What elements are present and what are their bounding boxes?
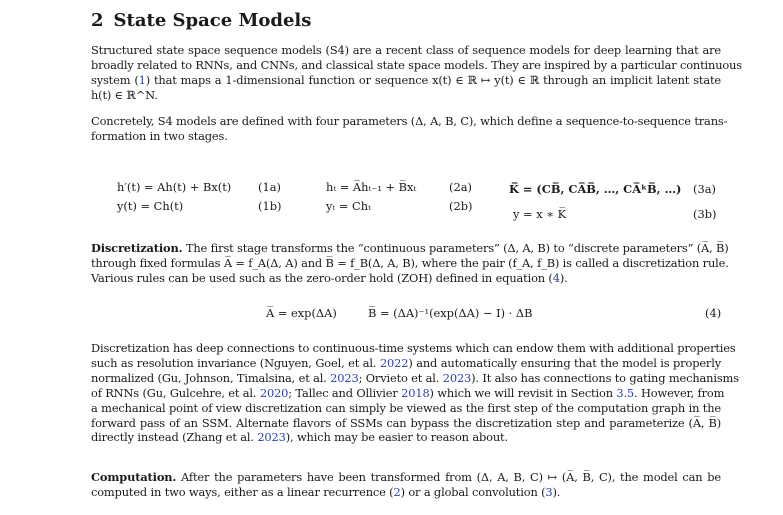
computation-line: computed in two ways, either as a linear recurrence (2) or a global convolution (3). (91, 484, 561, 499)
citation-link[interactable]: 2023 (330, 370, 359, 385)
citation-link[interactable]: 2023 (257, 430, 286, 445)
intro-paragraph (91, 43, 742, 103)
intro-line: Structured state space sequence models (S4) are a recent class of sequence models for deep learning that are (91, 43, 721, 57)
equation-ref-link[interactable]: 3 (545, 484, 553, 499)
intro-line: h(t) ∈ ℝ^N. (91, 87, 158, 102)
citation-link[interactable]: 2020 (259, 385, 289, 400)
equation-2b: yₜ = Chₜ (326, 199, 371, 213)
equation-2a: hₜ = A̅hₜ₋₁ + B̅xₜ (326, 180, 417, 194)
discretization-paragraph (91, 241, 729, 286)
equation-3b: y = x ∗ K̅ (513, 207, 567, 221)
section-number: 2 (91, 10, 104, 31)
equation-ref-link[interactable]: 2 (393, 484, 401, 499)
citation-link[interactable]: 2022 (379, 355, 409, 370)
section-title: State Space Models (113, 10, 312, 31)
connections-line: forward pass of an SSM. Alternate flavors of SSMs can bypass the discretization step and parameterize (A̅, B̅) (91, 415, 721, 430)
equation-number-2b: (2b) (449, 199, 473, 213)
equation-number-2a: (2a) (449, 180, 472, 194)
citation-link[interactable]: 2023 (442, 370, 472, 385)
discretization-label: Discretization. (91, 241, 183, 255)
concretely-line: formation in two stages. (91, 128, 228, 143)
computation-line: Computation. After the parameters have been transformed from (Δ, A, B, C) ↦ (A̅, B̅, C), the model can be (91, 470, 721, 484)
equation-4b: B̅ = (ΔA)⁻¹(exp(ΔA) − I) · ΔB (368, 306, 533, 320)
equation-1a: h′(t) = Ah(t) + Bx(t) (117, 180, 232, 194)
equation-number-1a: (1a) (258, 180, 281, 194)
connections-line: of RNNs (Gu, Gulcehre, et al. 2020; Tallec and Ollivier 2018) which we will revisit in Section 3.5. However, from (91, 385, 725, 400)
discretization-line: Various rules can be used such as the zero-order hold (ZOH) defined in equation (4). (91, 270, 568, 285)
connections-line: a mechanical point of view discretization can simply be viewed as the first step of the computation graph in the (91, 400, 721, 415)
equation-1b: y(t) = Ch(t) (117, 199, 184, 213)
concretely-paragraph (91, 114, 728, 144)
discretization-line: Discretization. The first stage transforms the “continuous parameters” (Δ, A, B) to “discrete parameters” (A̅, B̅) (91, 241, 729, 255)
connections-paragraph (91, 341, 739, 445)
connections-line: such as resolution invariance (Nguyen, Goel, et al. 2022) and automatically ensuring that the model is properly (91, 355, 721, 370)
equation-ref-link[interactable]: 1 (138, 72, 146, 87)
section-heading (91, 10, 311, 31)
section-ref-link[interactable]: 3.5 (616, 385, 635, 400)
intro-line: system (1) that maps a 1-dimensional function or sequence x(t) ∈ ℝ ↦ y(t) ∈ ℝ through an implicit latent state (91, 72, 721, 87)
connections-line: normalized (Gu, Johnson, Timalsina, et al. 2023; Orvieto et al. 2023). It also has connections to gating mechanisms (91, 370, 739, 385)
citation-link[interactable]: 2018 (401, 385, 430, 400)
equation-number-3a: (3a) (693, 182, 716, 196)
computation-label: Computation. (91, 470, 177, 484)
discretization-line: through fixed formulas A̅ = f_A(Δ, A) and B̅ = f_B(Δ, A, B), where the pair (f_A, f_B) is called a discretization rule. (91, 255, 729, 270)
equation-number-3b: (3b) (693, 207, 717, 221)
equation-number-1b: (1b) (258, 199, 282, 213)
equation-ref-link[interactable]: 4 (552, 270, 560, 285)
equation-number-4: (4) (705, 306, 722, 320)
equation-4a: A̅ = exp(ΔA) (266, 306, 337, 320)
connections-line: directly instead (Zhang et al. 2023), which may be easier to reason about. (91, 430, 508, 445)
concretely-line: Concretely, S4 models are defined with four parameters (Δ, A, B, C), which define a sequence-to-sequence trans- (91, 114, 728, 128)
connections-line: Discretization has deep connections to continuous-time systems which can endow them with additional properties (91, 341, 736, 355)
equation-3a: K̅ = (CB̅, CA̅B̅, …, CA̅ᵏB̅, …) (509, 182, 682, 196)
intro-line: broadly related to RNNs, and CNNs, and classical state space models. They are inspired by a particular continuous (91, 57, 742, 72)
computation-paragraph (91, 470, 721, 500)
